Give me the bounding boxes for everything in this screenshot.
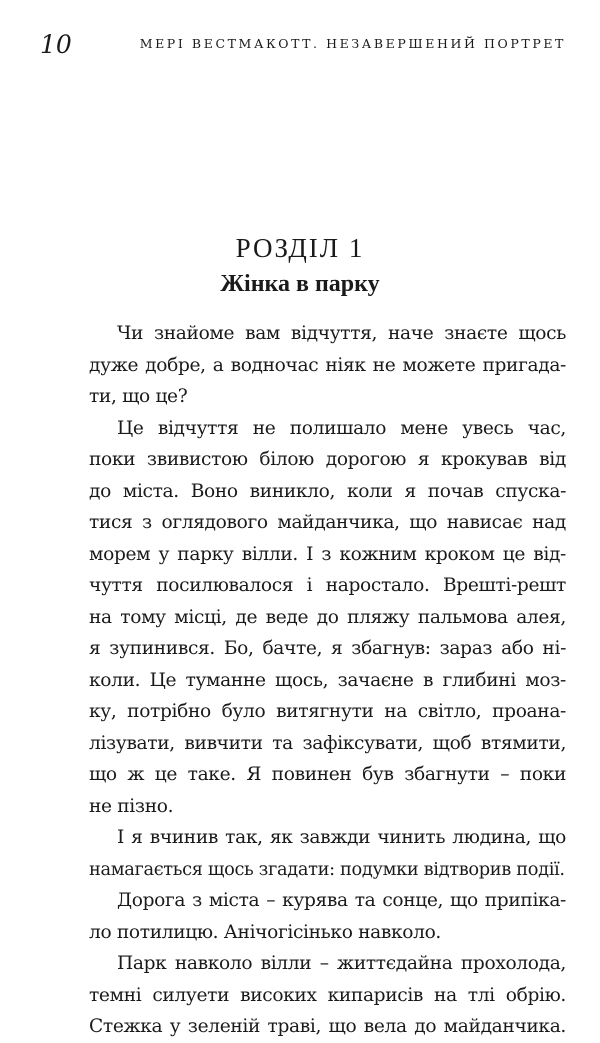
chapter-title: Жінка в парку	[220, 271, 380, 297]
paragraph-3	[61, 822, 566, 885]
chapter-heading	[0, 232, 600, 300]
running-header	[40, 30, 566, 62]
text-line: ку, потрібно було витягнути на світло, проана-	[89, 701, 566, 722]
text-line: я зупинився. Бо, бачте, я збагнув: зараз або ні-	[89, 638, 566, 659]
text-line: Парк навколо вілли – життєдайна прохолода,	[117, 953, 566, 974]
text-line: морем у парку вілли. І з кожним кроком це від-	[89, 543, 566, 565]
text-line: поки звивистою білою дорогою я крокував від	[89, 449, 566, 470]
text-line: чуття посилювалося і наростало. Врешті-решт	[89, 575, 566, 596]
text-line: намагається щось згадати: подумки відтворив події.	[89, 858, 565, 880]
text-line: І я вчинив так, як завжди чинить людина, що	[117, 827, 566, 848]
paragraph-2	[61, 413, 566, 823]
chapter-number: РОЗДІЛ 1	[235, 233, 365, 263]
text-line: ло потилицю. Анічогісінько навколо.	[89, 921, 441, 943]
paragraph-5	[61, 948, 566, 1043]
running-title: МЕРІ ВЕСТМАКОТТ. НЕЗАВЕРШЕНИЙ ПОРТРЕТ	[139, 36, 566, 51]
text-line: Дорога з міста – курява та сонце, що припіка-	[117, 890, 566, 911]
text-line: що ж це таке. Я повинен був збагнути – поки	[89, 764, 566, 785]
text-line: ти, що це?	[89, 386, 188, 407]
text-line: не пізно.	[89, 795, 174, 817]
text-line: темні силуети високих кипарисів на тлі обрію.	[89, 984, 566, 1006]
page-number: 10	[40, 30, 72, 59]
text-line: на тому місці, де веде до пляжу пальмова алея,	[89, 606, 566, 628]
text-line: Чи знайоме вам відчуття, наче знаєте щось	[117, 323, 566, 344]
text-line: тися з оглядового майданчика, що нависає над	[89, 512, 566, 533]
body-text	[61, 318, 566, 1043]
text-line: до міста. Воно виникло, коли я почав спуска-	[89, 480, 566, 502]
text-line: Стежка у зеленій траві, що вела до майданчика.	[89, 1016, 566, 1037]
text-line: лізувати, вивчити та зафіксувати, щоб втямити,	[89, 732, 566, 754]
paragraph-4	[61, 885, 566, 948]
text-line: дуже добре, а водночас ніяк не можете пригада-	[89, 354, 566, 376]
paragraph-1	[61, 318, 566, 413]
text-line: Це відчуття не полишало мене увесь час,	[117, 417, 566, 439]
text-line: коли. Це туманне щось, зачаєне в глибині моз-	[89, 669, 566, 691]
